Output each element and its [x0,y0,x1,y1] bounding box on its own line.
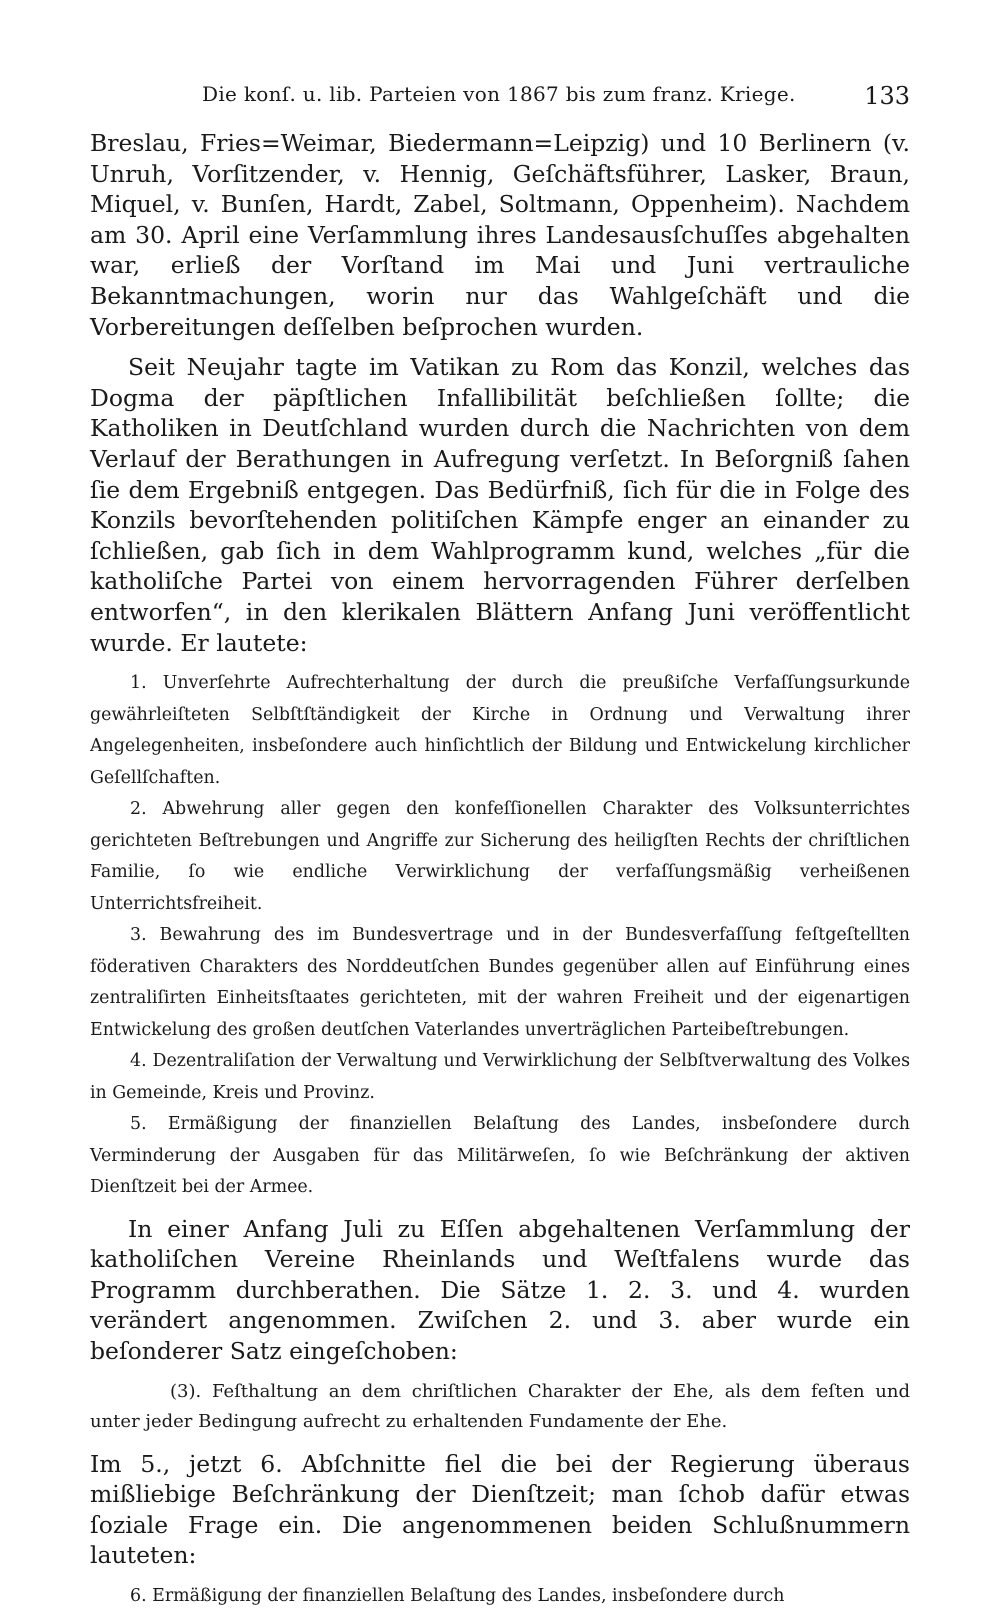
paragraph-abschnitt: Im 5., jetzt 6. Abſchnitte fiel die bei der Regierung überaus mißliebige Beſchränkung der Dienſtzeit; man ſchob dafür etwas ſoziale Frage ein. Die angenommenen beiden Schlußnummern lauteten: [90,1449,910,1570]
program-item: 1. Unverſehrte Aufrechterhaltung der durch die preußiſche Verfaſſungsurkunde gewährleiſteten Selbſtſtändigkeit der Kirche in Ordnung und Verwaltung ihrer Angelegenheiten, insbeſondere auch hinſichtlich der Bildung und Entwickelung kirchlicher Geſellſchaften. [90,673,910,788]
paragraph-essen: In einer Anfang Juli zu Eſſen abgehaltenen Verſammlung der katholiſchen Vereine Rheinlands und Weſtfalens wurde das Programm durchberathen. Die Sätze 1. 2. 3. und 4. wurden verändert angenommen. Zwiſchen 2. und 3. aber wurde ein beſonderer Satz eingeſchoben: [90,1214,910,1365]
final-program-item: 6. Ermäßigung der finanziellen Belaſtung des Landes, insbeſondere durch [130,1585,785,1606]
program-item: 5. Ermäßigung der finanziellen Belaſtung des Landes, insbeſondere durch Verminderung der Ausgaben für das Militärweſen, ſo wie Beſchränkung der aktiven Dienſtzeit bei der Armee. [90,1114,910,1198]
inserted-program-item: (3). Feſthaltung an dem chriſtlichen Charakter der Ehe, als dem feſten und unter jeder Bedingung aufrecht zu erhaltenden Fundamente der Ehe. [90,1380,910,1432]
program-item: 4. Dezentraliſation der Verwaltung und Verwirklichung der Selbſtverwaltung des Volkes in Gemeinde, Kreis und Provinz. [90,1051,910,1103]
running-head: Die konſ. u. lib. Parteien von 1867 bis zum franz. Kriege. [202,82,796,106]
paragraph-continuation: Breslau, Fries=Weimar, Biedermann=Leipzig) und 10 Berlinern (v. Unruh, Vorſitzender, v. Hennig, Geſchäftsführer, Lasker, Braun, Miquel, v. Bunſen, Hardt, Zabel, Soltmann, Oppenheim). Nachdem am 30. April eine Verſammlung ihres Landesausſchuſſes abgehalten war, erließ der Vorſtand im Mai und Juni vertrauliche Bekanntmachungen, worin nur das Wahlgeſchäft und die Vorbereitungen deſſelben beſprochen wurden. [90,129,910,341]
program-item: 2. Abwehrung aller gegen den konfeſſionellen Charakter des Volksunterrichtes gerichteten Beſtrebungen und Angriffe zur Sicherung des heiligſten Rechts der chriſtlichen Familie, ſo wie endliche Verwirklichung der verfaſſungsmäßig verheißenen Unterrichtsfreiheit. [90,799,910,914]
page-header [90,82,910,122]
program-item: 3. Bewahrung des im Bundesvertrage und in der Bundesverfaſſung feſtgeſtellten föderativen Charakters des Norddeutſchen Bundes gegenüber allen auf Einführung eines zentraliſirten Einheitsſtaates gerichteten, mit der wahren Freiheit und der eigenartigen Entwickelung des großen deutſchen Vaterlandes unverträglichen Parteibeſtrebungen. [90,925,910,1040]
body-text [90,128,910,1612]
page-number: 133 [864,82,910,110]
program-list [90,668,910,1204]
paragraph-konzil: Seit Neujahr tagte im Vatikan zu Rom das Konzil, welches das Dogma der päpſtlichen Infallibilität beſchließen ſollte; die Katholiken in Deutſchland wurden durch die Nachrichten von dem Verlauf der Berathungen in Aufregung verſetzt. In Beſorgniß ſahen ſie dem Ergebniß entgegen. Das Bedürfniß, ſich für die in Folge des Konzils bevorſtehenden politiſchen Kämpfe enger an einander zu ſchließen, gab ſich in dem Wahlprogramm kund, welches „für die katholiſche Partei von einem hervorragenden Führer derſelben entworfen“, in den klerikalen Blättern Anfang Juni veröffentlicht wurde. Er lautete: [90,353,910,657]
